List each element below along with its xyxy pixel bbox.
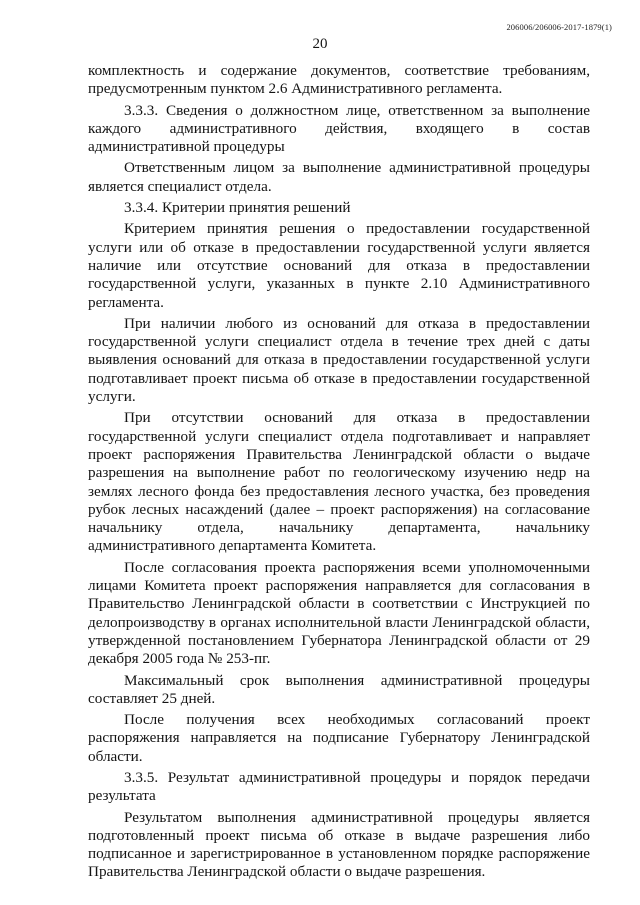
paragraph-max-duration: Максимальный срок выполнения административной процедуры составляет 25 дней. <box>88 671 590 707</box>
paragraph-refusal-grounds: При наличии любого из оснований для отказа в предоставлении государственной услуги специалист отдела в течение трех дней с даты выявления оснований для отказа в предоставлении государственной услуги подготавливает проект письма об отказе в предоставлении государственной услуги. <box>88 314 590 406</box>
page-number: 20 <box>312 36 328 52</box>
section-3-3-5-heading: 3.3.5. Результат административной процедуры и порядок передачи результата <box>88 768 590 805</box>
document-body <box>88 62 590 885</box>
paragraph-procedure-result: Результатом выполнения административной процедуры является подготовленный проект письма об отказе в выдаче разрешения либо подписанное и зарегистрированное в установленном порядке распоряжение Правительства Ленинградской области о выдаче разрешения. <box>88 808 590 881</box>
paragraph-continuation: комплектность и содержание документов, соответствие требованиям, предусмотренным пунктом 2.6 Административного регламента. <box>88 62 590 98</box>
section-3-3-4-heading: 3.3.4. Критерии принятия решений <box>124 199 351 217</box>
paragraph-governor-signing: После получения всех необходимых согласований проект распоряжения направляется на подписание Губернатору Ленинградской области. <box>88 711 590 765</box>
paragraph-after-approval: После согласования проекта распоряжения всеми уполномоченными лицами Комитета проект распоряжения направляется для согласования в Правительство Ленинградской области в соответствии с Инструкцией по делопроизводству в органах исполнительной власти Ленинградской области, утвержденной постановлением Губернатора Ленинградской области от 29 декабря 2005 года № 253-пг. <box>88 558 590 668</box>
document-registration-code: 206006/206006-2017-1879(1) <box>506 22 612 32</box>
paragraph-no-refusal-grounds: При отсутствии оснований для отказа в предоставлении государственной услуги специалист отдела подготавливает и направляет проект распоряжения Правительства Ленинградской области о выдаче разрешения на выполнение работ по геологическому изучению недр на землях лесного фонда без предоставления лесного участка, без проведения рубок лесных насаждений (далее – проект распоряжения) на согласование начальнику отдела, начальнику департамента, начальнику административного департамента Комитета. <box>88 409 590 555</box>
paragraph-decision-criteria: Критерием принятия решения о предоставлении государственной услуги или об отказе в предоставлении государственной услуги является наличие или отсутствие оснований для отказа в предоставлении государственной услуги, указанных в пункте 2.10 Административного регламента. <box>88 220 590 311</box>
section-3-3-3-heading: 3.3.3. Сведения о должностном лице, ответственном за выполнение каждого административного действия, входящего в состав административной процедуры <box>88 101 590 156</box>
paragraph-responsible-person: Ответственным лицом за выполнение административной процедуры является специалист отдела. <box>88 159 590 195</box>
